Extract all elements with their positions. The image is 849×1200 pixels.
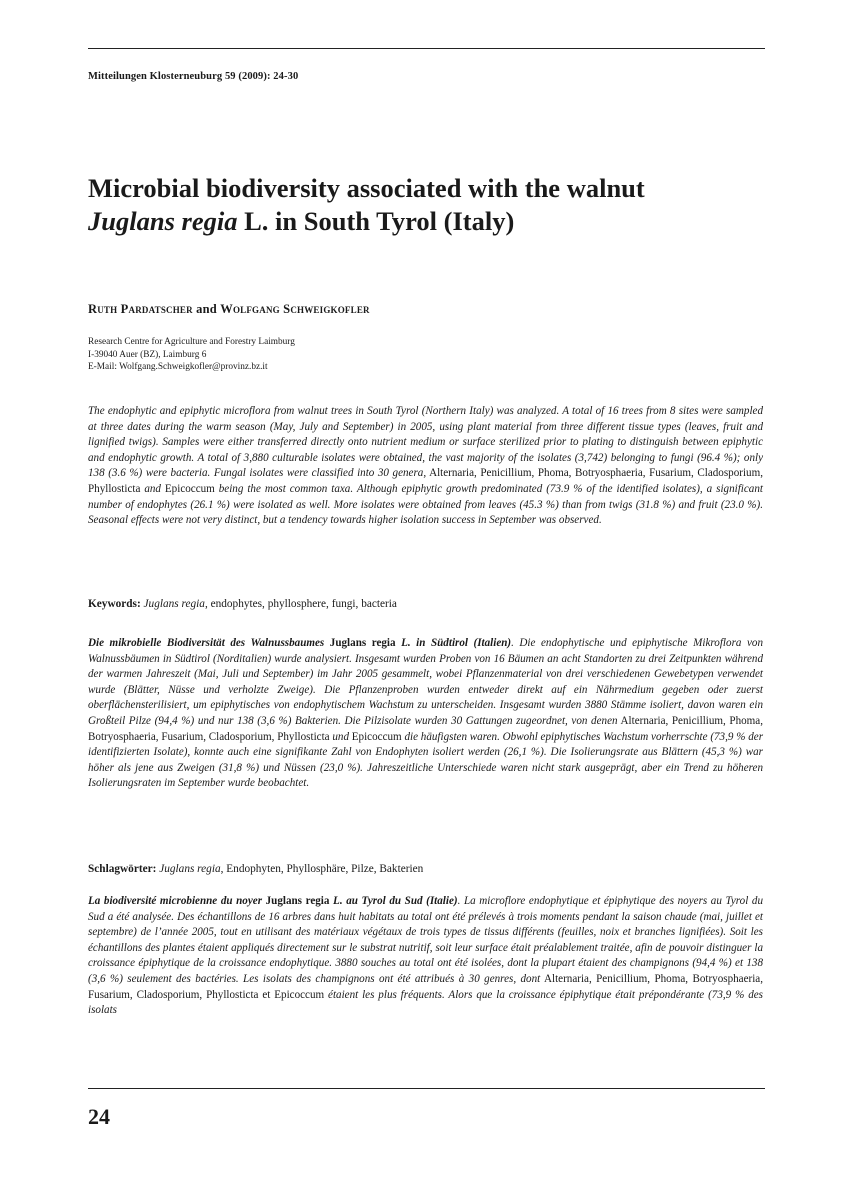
abstract-fr-part-1: . La microflore endophytique et épiphytique des noyers au Tyrol du Sud a été analysée. Des échantillons de 16 arbres dans huit habitats au total ont été prélevés à trois moments pendant la saison chaude (mai, juillet et septembre) de l’année 2005, tout en utilisant des matériaux végétaux de trois types de tissus différents (feuilles, noix et branches lignifiées). Soit les échantillons des plantes étaient appliqués directement sur le substrat nutritif, soit leur surface était préalablement traitée, afin de pouvoir distinguer la croissance épiphytique de la croissance endophytique. 3880 souches au total ont été isolées, dont la plupart étaient des champignons (94,4 %) et 138 (3,6 %) seulement des bactéries. Les isolats des champignons ont été attribués à 30 genres, dont (88, 895, 763, 985)
abstract-de-title-species: Juglans regia (329, 637, 396, 649)
abstract-de-und: und (332, 730, 349, 743)
author-2: Wolfgang Schweigkofler (220, 302, 370, 316)
abstract-fr-title (88, 895, 458, 907)
affiliation-institute: Research Centre for Agriculture and Forestry Laimburg (88, 337, 295, 347)
abstract-french (88, 894, 763, 1019)
abstract-english (88, 404, 763, 529)
abstract-en-genus-epicoccum: Epicoccum (160, 482, 219, 495)
abstract-fr-title-a: La biodiversité microbienne du noyer (88, 895, 266, 907)
affiliation-email: E-Mail: Wolfgang.Schweigkofler@provinz.bz.it (88, 362, 268, 373)
title-line-2 (88, 205, 768, 238)
author-conjunction: and (192, 302, 221, 316)
abstract-en-genera: Alternaria, Penicillium, Phoma, Botryosphaeria, Fusarium, Cladosporium, Phyllosticta (88, 467, 763, 495)
keywords-english (88, 598, 397, 610)
abstract-fr-part-2: étaient les plus fréquents. Alors que la croissance épiphytique était prépondérante (73,9 % des isolats (88, 988, 763, 1017)
abstract-german (88, 636, 763, 792)
article-title (88, 172, 768, 238)
header-rule (88, 48, 765, 49)
abstract-de-part-1: . Die endophytische und epiphytische Mikroflora von Walnussbäumen in Südtirol (Norditalien) wurde analysiert. Insgesamt wurden Proben von 16 Bäumen an acht Standorten zu drei Zeitpunkten während der warmen Jahreszeit (Mai, Juli und September) im Jahr 2005 gesammelt, wobei Pflanzenmaterial von drei verschiedenen Gewebetypen verwendet wurde (Blätter, Nüsse und verholzte Zweige). Die Pflanzenproben wurden entweder direkt auf ein Nährmedium gegeben oder zuerst oberflächensterilisiert, um epiphytisches von endophytischem Wachstum zu unterscheiden. Insgesamt wurden 3880 Stämme isoliert, davon waren ein Großteil Pilze (94,4 %) und nur 138 (3,6 %) Bakterien. Die Pilzisolate wurden 30 Gattungen zugeordnet, von denen (88, 637, 763, 727)
abstract-de-title (88, 637, 511, 649)
author-list (88, 302, 370, 317)
abstract-de-part-2: die häufigsten waren. Obwohl epiphytisches Wachstum vorherrschte (73,9 % der identifizierten Isolate), konnte auch eine signifikante Zahl von Endophyten isoliert werden (26,1 %). Die Isolierungsrate aus Blättern (45,3 %) war höher als jene aus Zweigen (31,8 %) und Nüssen (23,0 %). Jahreszeitliche Unterschiede waren nicht stark ausgeprägt, aber ein Trend zu höheren Isolierungsraten im September wurde beobachtet. (88, 730, 764, 790)
abstract-de-genus-epicoccum: Epicoccum (349, 730, 405, 743)
abstract-fr-et: et (258, 988, 275, 1001)
page-number: 24 (88, 1104, 110, 1129)
keywords-species: Juglans regia (143, 598, 205, 610)
journal-citation: Mitteilungen Klosterneuburg 59 (2009): 24-30 (88, 71, 299, 82)
title-species: Juglans regia (88, 206, 238, 236)
affiliation-address: I-39040 Auer (BZ), Laimburg 6 (88, 349, 207, 360)
abstract-fr-title-species: Juglans regia (265, 895, 330, 907)
keywords-label: Keywords: (88, 598, 141, 610)
title-line-1: Microbial biodiversity associated with the walnut (88, 173, 645, 203)
abstract-fr-title-b: L. au Tyrol du Sud (Italie) (329, 895, 458, 907)
keywords-de-species: Juglans regia (159, 863, 221, 875)
title-line-2-rest: L. in South Tyrol (Italy) (237, 206, 515, 236)
keywords-de-list: , Endophyten, Phyllosphäre, Pilze, Bakterien (220, 863, 424, 875)
keywords-list: , endophytes, phyllosphere, fungi, bacteria (204, 598, 397, 610)
author-1: Ruth Pardatscher (88, 302, 193, 316)
abstract-en-part-1: The endophytic and epiphytic microflora from walnut trees in South Tyrol (Northern Italy) was analyzed. A total of 16 trees from 8 sites were sampled at three dates during the warm season (May, July and September) in 2005, using plant material from three different tissue types (leaves, fruit and lignified twigs). Samples were either transferred directly onto nutrient medium or surface sterilized prior to plating to distinguish between epiphytic and endophytic growth. A total of 3,880 culturable isolates were obtained, the vast majority of the isolates (3,742) belonging to fungi (96.4 %); only 138 (3.6 %) were bacteria. Fungal isolates were classified into 30 genera, (88, 405, 763, 480)
abstract-en-part-2: being the most common taxa. Although epiphytic growth predominated (73.9 % of the identified isolates), a significant number of endophytes (26.1 %) were isolated as well. More isolates were obtained from leaves (45.3 %) than from twigs (31.8 %) and fruit (23.0 %). Seasonal effects were not very distinct, but a tendency towards higher isolation success in September was observed. (88, 482, 763, 527)
abstract-de-title-a: Die mikrobielle Biodiversität des Walnussbaumes (88, 637, 330, 649)
footer-rule (88, 1088, 765, 1089)
keywords-german (88, 863, 423, 875)
abstract-de-genera: Alternaria, Penicillium, Phoma, Botryosphaeria, Fusarium, Cladosporium, Phyllosticta (88, 714, 763, 743)
abstract-fr-genera: Alternaria, Penicillium, Phoma, Botryosphaeria, Fusarium, Cladosporium, Phyllosticta (88, 972, 763, 1001)
keywords-de-label: Schlagwörter: (88, 863, 157, 875)
abstract-en-and: and (144, 482, 161, 495)
abstract-fr-genus-epicoccum: Epicoccum (274, 988, 325, 1001)
affiliation (88, 336, 295, 374)
abstract-de-title-b: L. in Südtirol (Italien) (395, 637, 512, 649)
